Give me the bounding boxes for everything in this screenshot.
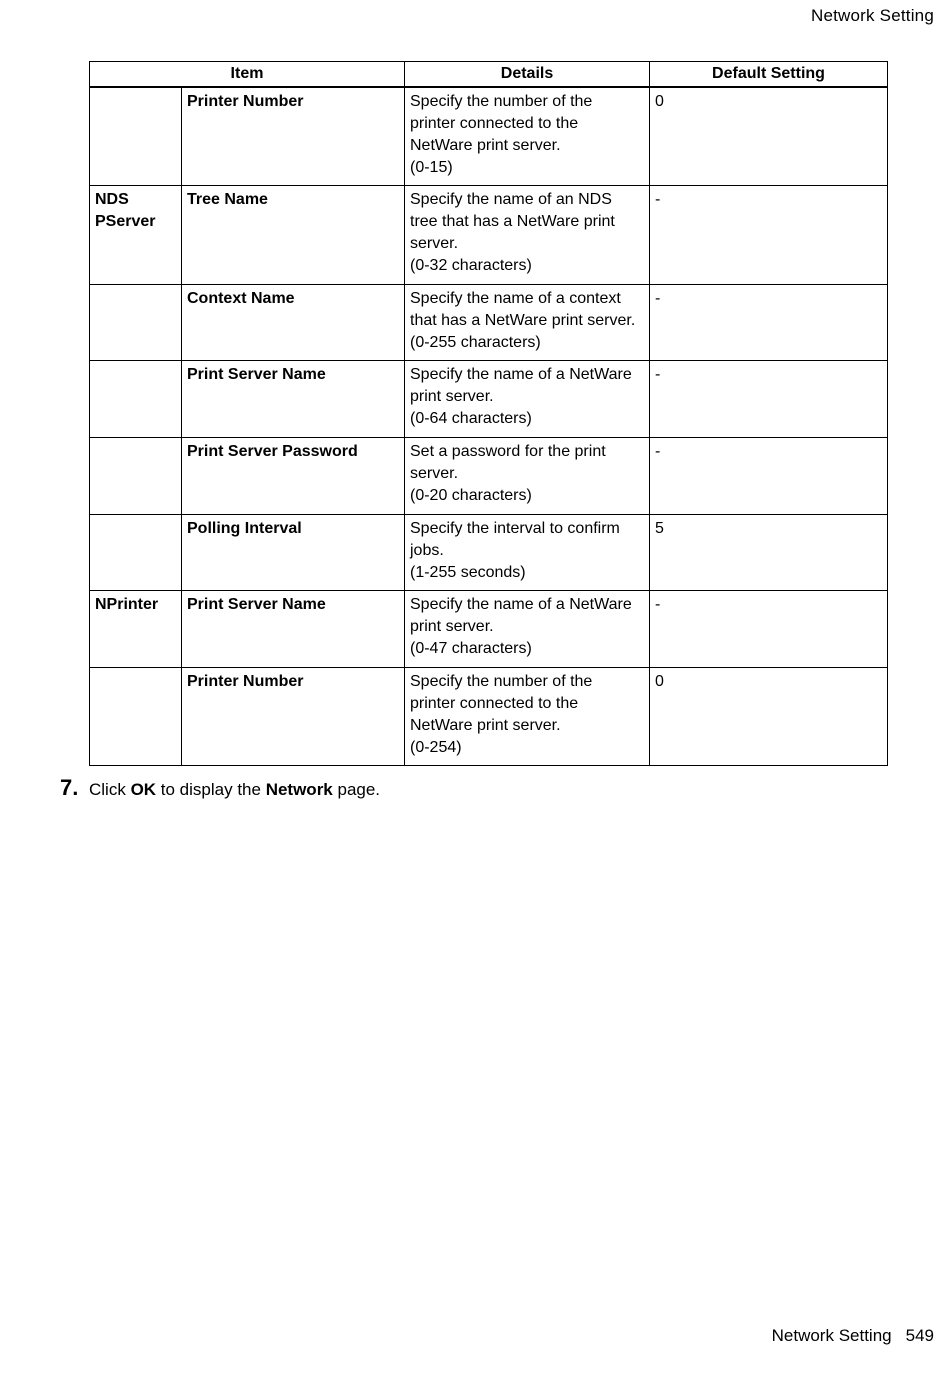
details-line: print server. <box>410 617 494 635</box>
row-details <box>405 590 650 667</box>
row-item-name: Print Server Password <box>182 437 405 514</box>
row-default-setting: - <box>650 360 888 437</box>
row-details <box>405 667 650 765</box>
instruction-step <box>60 775 380 801</box>
table-row <box>90 514 888 590</box>
table-row <box>90 590 888 667</box>
row-category <box>90 667 182 765</box>
row-default-setting: 5 <box>650 514 888 590</box>
row-item-name: Tree Name <box>182 185 405 284</box>
row-item-name: Polling Interval <box>182 514 405 590</box>
details-line: printer connected to the <box>410 694 579 712</box>
row-details <box>405 514 650 590</box>
details-line: NetWare print server. <box>410 716 561 734</box>
row-details <box>405 360 650 437</box>
page-footer <box>772 1326 934 1346</box>
column-header-item: Item <box>90 62 405 88</box>
row-item-name: Print Server Name <box>182 590 405 667</box>
details-line: Specify the number of the <box>410 672 593 690</box>
details-line: printer connected to the <box>410 115 579 132</box>
table-body <box>90 87 888 765</box>
column-header-details: Details <box>405 62 650 88</box>
row-default-setting: - <box>650 284 888 360</box>
network-settings-table <box>89 61 888 766</box>
row-default-setting: - <box>650 185 888 284</box>
details-line: (0-47 characters) <box>410 639 532 657</box>
details-line: server. <box>410 234 459 252</box>
details-line: (0-15) <box>410 159 453 176</box>
details-line: (0-20 characters) <box>410 486 532 504</box>
details-line: Specify the name of an NDS <box>410 190 612 208</box>
row-default-setting: - <box>650 437 888 514</box>
details-line: (0-255 characters) <box>410 333 541 351</box>
step-text-part: to display the <box>156 780 266 799</box>
row-default-setting: 0 <box>650 87 888 185</box>
table-header-row <box>90 62 888 88</box>
table-row <box>90 284 888 360</box>
row-details <box>405 437 650 514</box>
row-item-name: Printer Number <box>182 87 405 185</box>
row-item-name: Printer Number <box>182 667 405 765</box>
step-text <box>89 780 380 800</box>
row-details <box>405 284 650 360</box>
details-line: Specify the name of a context <box>410 289 621 307</box>
row-item-name: Print Server Name <box>182 360 405 437</box>
row-category <box>90 87 182 185</box>
details-line: (0-254) <box>410 738 462 756</box>
details-line: jobs. <box>410 541 444 559</box>
step-number: 7. <box>60 775 79 800</box>
ok-button-reference: OK <box>130 780 157 799</box>
row-details <box>405 87 650 185</box>
row-details <box>405 185 650 284</box>
details-line: (0-64 characters) <box>410 409 532 427</box>
details-line: server. <box>410 464 459 482</box>
details-line: NetWare print server. <box>410 137 561 154</box>
details-line: (0-32 characters) <box>410 256 532 274</box>
table-row <box>90 87 888 185</box>
footer-title: Network Setting <box>771 1326 892 1345</box>
network-page-reference: Network <box>265 780 333 799</box>
details-line: that has a NetWare print server. <box>410 311 636 329</box>
row-category <box>90 284 182 360</box>
details-line: Specify the number of the <box>410 93 593 110</box>
running-header: Network Setting <box>811 6 934 25</box>
details-line: (1-255 seconds) <box>410 563 526 581</box>
row-item-name: Context Name <box>182 284 405 360</box>
page-number: 549 <box>905 1326 934 1345</box>
row-category <box>90 360 182 437</box>
details-line: print server. <box>410 387 494 405</box>
details-line: Specify the name of a NetWare <box>410 365 632 383</box>
table-row <box>90 185 888 284</box>
row-category <box>90 437 182 514</box>
row-default-setting: - <box>650 590 888 667</box>
details-line: Specify the interval to confirm <box>410 519 620 537</box>
column-header-default: Default Setting <box>650 62 888 88</box>
table-row <box>90 437 888 514</box>
row-category: NPrinter <box>90 590 182 667</box>
details-line: Specify the name of a NetWare <box>410 595 632 613</box>
details-line: tree that has a NetWare print <box>410 212 615 230</box>
table-row <box>90 667 888 765</box>
step-text-part: page. <box>332 780 381 799</box>
step-text-part: Click <box>89 780 131 799</box>
details-line: Set a password for the print <box>410 442 606 460</box>
row-category: NDS PServer <box>90 185 182 284</box>
table-row <box>90 360 888 437</box>
row-default-setting: 0 <box>650 667 888 765</box>
row-category <box>90 514 182 590</box>
